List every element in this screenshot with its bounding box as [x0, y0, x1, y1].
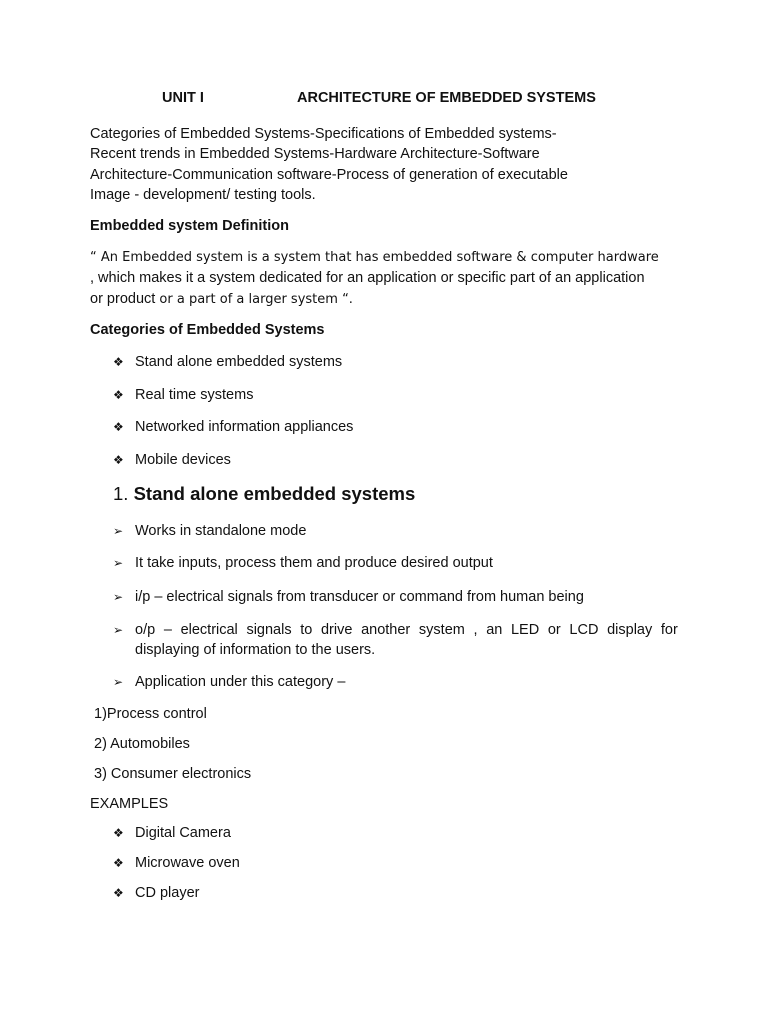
arrow-bullet-icon: ➢: [113, 590, 124, 604]
section-title: Stand alone embedded systems: [133, 483, 416, 504]
word: another: [361, 622, 411, 638]
list-item-text: Real time systems: [135, 387, 254, 403]
list-item: [113, 523, 306, 539]
word: signals: [246, 622, 292, 638]
definition-line: , which makes it a system dedicated for an application or specific part of an application: [90, 270, 645, 287]
list-item-line: [113, 620, 678, 640]
diamond-bullet-icon: ❖: [113, 453, 124, 467]
list-item-text: displaying of information to the users.: [135, 642, 376, 659]
list-item-text: Stand alone embedded systems: [135, 354, 343, 370]
definition-heading: Embedded system Definition: [90, 218, 290, 234]
application-item: 3) Consumer electronics: [94, 766, 252, 782]
list-item: [113, 620, 678, 661]
list-item: [113, 452, 231, 468]
intro-line: Image - development/ testing tools.: [90, 186, 316, 203]
intro-paragraph: [90, 124, 650, 205]
list-item-text: CD player: [135, 885, 200, 901]
examples-heading: EXAMPLES: [90, 796, 169, 812]
list-item: [113, 555, 493, 571]
list-item: [113, 674, 345, 690]
diamond-bullet-icon: ❖: [113, 886, 124, 900]
definition-text: or product: [90, 290, 156, 307]
list-item-text: i/p – electrical signals from transducer or command from human being: [135, 589, 584, 605]
list-item-text: Digital Camera: [135, 825, 231, 841]
diamond-bullet-icon: ❖: [113, 420, 124, 434]
page-title: ARCHITECTURE OF EMBEDDED SYSTEMS: [297, 90, 596, 106]
arrow-bullet-icon: ➢: [113, 623, 124, 637]
list-item: [113, 825, 231, 841]
list-item-text: Application under this category –: [135, 674, 346, 690]
arrow-bullet-icon: ➢: [113, 675, 124, 689]
arrow-bullet-icon: ➢: [113, 524, 124, 538]
list-item-text: It take inputs, process them and produce desired output: [135, 555, 493, 571]
unit-label: UNIT I: [162, 90, 204, 106]
word: system: [418, 622, 465, 638]
word: electrical: [180, 622, 238, 638]
section-heading: [113, 483, 415, 505]
definition-text: or a part of a larger system “.: [155, 291, 353, 307]
word: ,: [473, 622, 478, 638]
list-item-text: Mobile devices: [135, 452, 231, 468]
diamond-bullet-icon: ❖: [113, 355, 124, 369]
definition-line: [90, 289, 680, 310]
list-item: [113, 419, 353, 435]
word: or: [547, 622, 561, 638]
word: LED: [510, 622, 540, 638]
list-item: [113, 855, 240, 871]
list-item: [113, 387, 253, 403]
intro-line: Architecture-Communication software-Process of generation of executable: [90, 166, 568, 183]
categories-heading: Categories of Embedded Systems: [90, 322, 325, 338]
word: display: [607, 622, 653, 638]
list-item: [113, 885, 199, 901]
word: to: [300, 622, 313, 638]
definition-line: “ An Embedded system is a system that has embedded software & computer hardware: [90, 250, 659, 265]
word: drive: [320, 622, 353, 638]
application-item: 2) Automobiles: [94, 736, 190, 752]
arrow-bullet-icon: ➢: [113, 556, 124, 570]
diamond-bullet-icon: ❖: [113, 856, 124, 870]
intro-line: Recent trends in Embedded Systems-Hardware Architecture-Software: [90, 146, 540, 163]
list-item: [113, 589, 584, 605]
list-item-text: Microwave oven: [135, 855, 240, 871]
word: LCD: [569, 622, 599, 638]
section-number: 1.: [113, 483, 129, 504]
word: for: [660, 622, 678, 638]
word: o/p: [135, 622, 156, 638]
intro-line: Categories of Embedded Systems-Specifications of Embedded systems-: [90, 126, 557, 142]
list-item: [113, 354, 342, 370]
definition-paragraph: [90, 248, 680, 310]
diamond-bullet-icon: ❖: [113, 388, 124, 402]
diamond-bullet-icon: ❖: [113, 826, 124, 840]
justified-line: [135, 620, 678, 640]
list-item-text: Networked information appliances: [135, 419, 354, 435]
list-item-text: Works in standalone mode: [135, 523, 307, 539]
word: –: [163, 622, 172, 638]
word: an: [486, 622, 503, 638]
application-item: 1)Process control: [94, 706, 207, 722]
